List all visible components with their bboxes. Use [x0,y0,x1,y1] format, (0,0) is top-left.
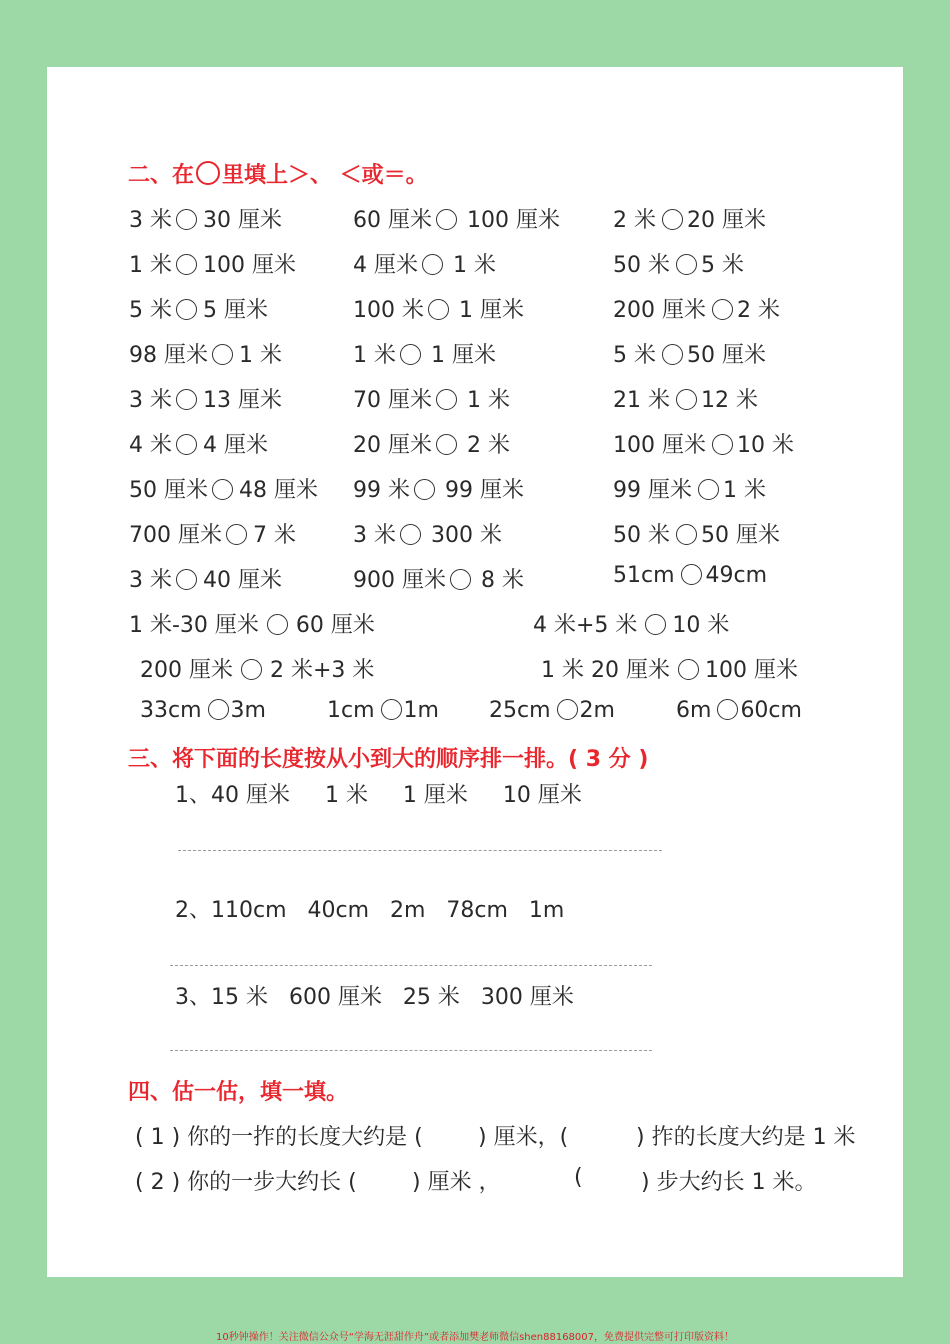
comparison-item [613,473,766,504]
comparison-right: 100 厘米 [203,253,296,278]
comparison-item [533,608,729,639]
comparison-left: 1cm [327,698,375,723]
comparison-left: 21 米 [613,388,670,413]
comparison-right: 60 厘米 [295,613,375,638]
section3-title: 三、将下面的长度按从小到大的顺序排一排。( 3 分 ) [128,747,649,772]
answer-circle[interactable] [422,254,443,275]
comparison-item [613,428,794,459]
comparison-left: 33cm [140,698,202,723]
answer-circle[interactable] [717,699,738,720]
comparison-item [129,203,282,234]
comparison-right: 60cm [740,698,802,723]
comparison-right: 49cm [705,563,768,588]
comparison-left: 100 厘米 [613,433,706,458]
comparison-right: 2 米+3 米 [270,658,375,683]
comparison-right: 2m [579,698,615,723]
answer-circle[interactable] [698,479,719,500]
answer-circle[interactable] [212,344,233,365]
answer-circle[interactable] [176,209,197,230]
comparison-left: 3 米 [129,388,172,413]
answer-circle[interactable] [676,254,697,275]
comparison-item [613,563,767,588]
answer-circle[interactable] [176,569,197,590]
comparison-right: 1 米 [453,253,496,278]
circle-icon [196,161,220,185]
answer-circle[interactable] [712,299,733,320]
answer-circle[interactable] [662,209,683,230]
comparison-left: 200 厘米 [140,658,233,683]
answer-line-2[interactable] [170,965,652,966]
section2-title-suffix: 里填上＞、 ＜或＝。 [222,163,428,188]
comparison-item [353,473,524,504]
answer-circle[interactable] [681,564,702,585]
answer-circle[interactable] [226,524,247,545]
answer-circle[interactable] [414,479,435,500]
comparison-left: 51cm [613,563,675,588]
comparison-right: 2 米 [467,433,510,458]
comparison-right: 300 米 [431,523,502,548]
comparison-right: 8 米 [481,568,524,593]
comparison-item [613,248,744,279]
comparison-item [353,383,510,414]
comparison-right: 1 米 [723,478,766,503]
comparison-left: 5 米 [613,343,656,368]
comparison-item [129,293,268,324]
comparison-left: 25cm [489,698,551,723]
answer-circle[interactable] [436,434,457,455]
answer-circle[interactable] [176,434,197,455]
comparison-left: 1 米-30 厘米 [129,613,259,638]
comparison-item [613,338,766,369]
comparison-right: 2 米 [737,298,780,323]
answer-circle[interactable] [267,614,288,635]
comparison-left: 1 米 20 厘米 [541,658,670,683]
section2-title-prefix: 二、在 [128,163,195,188]
comparison-item [353,293,524,324]
answer-circle[interactable] [436,389,457,410]
comparison-left: 900 厘米 [353,568,446,593]
comparison-right: 1m [403,698,439,723]
comparison-item [541,653,798,684]
section4-title: 四、估一估，填一填。 [128,1080,349,1105]
comparison-left: 6m [676,698,712,723]
comparison-right: 1 米 [239,343,282,368]
comparison-right: 1 厘米 [431,343,496,368]
section3-item-1: 1、40 厘米 1 米 1 厘米 10 厘米 [175,783,582,808]
answer-circle[interactable] [557,699,578,720]
comparison-left: 20 厘米 [353,433,432,458]
comparison-right: 7 米 [253,523,296,548]
answer-circle[interactable] [676,389,697,410]
comparison-item [140,653,374,684]
comparison-right: 20 厘米 [687,208,766,233]
comparison-left: 3 米 [129,568,172,593]
comparison-left: 70 厘米 [353,388,432,413]
comparison-item [489,698,615,723]
comparison-right: 99 厘米 [445,478,524,503]
comparison-left: 700 厘米 [129,523,222,548]
answer-circle[interactable] [176,254,197,275]
answer-circle[interactable] [400,524,421,545]
comparison-item [353,563,524,594]
comparison-item [129,338,282,369]
answer-circle[interactable] [241,659,262,680]
footer-note: 10秒钟操作！关注微信公众号“学海无涯甜作舟”或者添加樊老师微信shen88168007，免费提供完整可打印版资料！ [215,1332,735,1343]
q2-part-d: ) 步大约长 1 米。 [641,1170,817,1195]
q1-part-b: ) 厘米，( [478,1125,569,1150]
answer-circle[interactable] [381,699,402,720]
comparison-item [129,248,296,279]
comparison-item [676,698,802,723]
comparison-right: 30 厘米 [203,208,282,233]
q2-part-c: ( [574,1165,583,1190]
answer-circle[interactable] [436,209,457,230]
q1-part-c: ) 拃的长度大约是 1 米 [636,1125,856,1150]
comparison-right: 40 厘米 [203,568,282,593]
answer-line-3[interactable] [170,1050,652,1051]
answer-circle[interactable] [176,299,197,320]
comparison-right: 10 米 [737,433,794,458]
section2-title [128,158,428,189]
comparison-item [129,518,296,549]
comparison-item [613,293,780,324]
comparison-item [613,518,780,549]
comparison-item [327,698,439,723]
answer-circle[interactable] [662,344,683,365]
comparison-item [129,428,268,459]
comparison-left: 98 厘米 [129,343,208,368]
comparison-right: 48 厘米 [239,478,318,503]
comparison-right: 100 厘米 [704,658,798,683]
comparison-left: 100 米 [353,298,424,323]
comparison-right: 5 厘米 [203,298,268,323]
comparison-item [353,203,560,234]
comparison-right: 100 厘米 [467,208,560,233]
answer-circle[interactable] [400,344,421,365]
section3-item-3: 3、15 米 600 厘米 25 米 300 厘米 [175,985,574,1010]
answer-line-1[interactable] [178,850,662,851]
comparison-item [129,383,282,414]
comparison-left: 200 厘米 [613,298,706,323]
section3-item-2: 2、110cm 40cm 2m 78cm 1m [175,898,565,923]
answer-circle[interactable] [645,614,666,635]
answer-circle[interactable] [208,699,229,720]
q2-part-a: ( 2 ) 你的一步大约长 ( [135,1170,357,1195]
answer-circle[interactable] [212,479,233,500]
comparison-right: 50 厘米 [687,343,766,368]
comparison-right: 13 厘米 [203,388,282,413]
answer-circle[interactable] [712,434,733,455]
comparison-left: 50 米 [613,523,670,548]
comparison-right: 5 米 [701,253,744,278]
comparison-left: 99 米 [353,478,410,503]
comparison-left: 3 米 [129,208,172,233]
q1-part-a: ( 1 ) 你的一拃的长度大约是 ( [135,1125,423,1150]
comparison-left: 4 米+5 米 [533,613,638,638]
comparison-left: 1 米 [129,253,172,278]
answer-circle[interactable] [678,659,699,680]
comparison-left: 99 厘米 [613,478,692,503]
comparison-left: 50 厘米 [129,478,208,503]
comparison-left: 3 米 [353,523,396,548]
comparison-left: 4 米 [129,433,172,458]
comparison-item [613,383,758,414]
comparison-right: 50 厘米 [701,523,780,548]
answer-circle[interactable] [176,389,197,410]
comparison-left: 50 米 [613,253,670,278]
comparison-item [129,473,318,504]
comparison-right: 12 米 [701,388,758,413]
comparison-left: 5 米 [129,298,172,323]
comparison-left: 4 厘米 [353,253,418,278]
comparison-item [353,248,496,279]
comparison-item [353,338,496,369]
comparison-item [353,518,502,549]
comparison-right: 1 厘米 [459,298,524,323]
q2-part-b: ) 厘米 ， [412,1170,501,1195]
comparison-right: 1 米 [467,388,510,413]
comparison-item [129,563,282,594]
answer-circle[interactable] [450,569,471,590]
comparison-item [129,608,375,639]
answer-circle[interactable] [428,299,449,320]
answer-circle[interactable] [676,524,697,545]
comparison-item [613,203,766,234]
comparison-right: 3m [230,698,266,723]
comparison-right: 10 米 [672,613,730,638]
comparison-right: 4 厘米 [203,433,268,458]
comparison-left: 1 米 [353,343,396,368]
comparison-left: 60 厘米 [353,208,432,233]
comparison-left: 2 米 [613,208,656,233]
comparison-item [140,698,266,723]
comparison-item [353,428,510,459]
